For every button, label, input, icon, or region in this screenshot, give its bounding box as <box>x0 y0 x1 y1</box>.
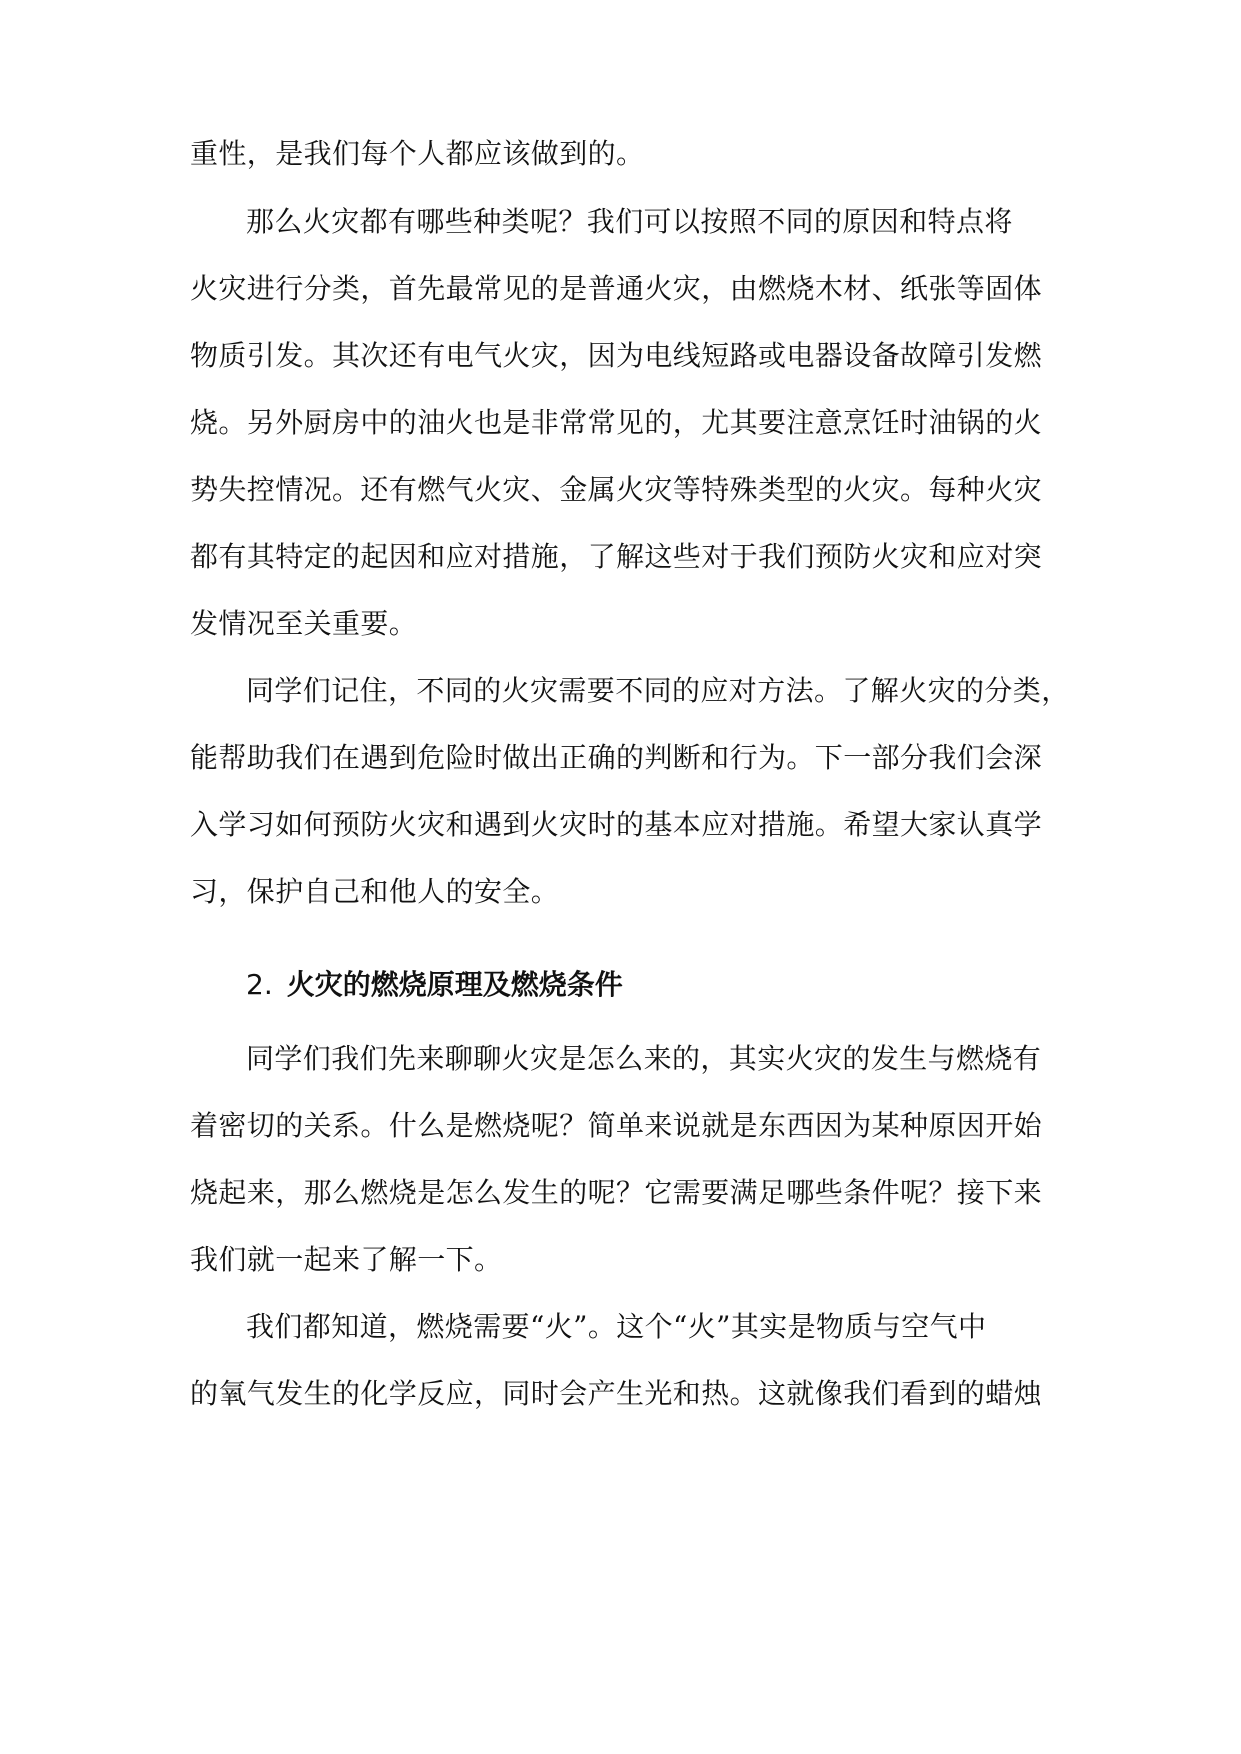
section-title: 火灾的燃烧原理及燃烧条件 <box>286 968 623 1001</box>
section-heading <box>246 965 623 1005</box>
paragraph-line: 的氧气发生的化学反应，同时会产生光和热。这就像我们看到的蜡烛 <box>190 1377 1043 1410</box>
paragraph-line: 着密切的关系。什么是燃烧呢？简单来说就是东西因为某种原因开始 <box>190 1109 1043 1142</box>
paragraph-line: 习，保护自己和他人的安全。 <box>190 875 560 908</box>
paragraph-line: 我们都知道，燃烧需要“火”。这个“火”其实是物质与空气中 <box>246 1310 987 1343</box>
paragraph-line: 都有其特定的起因和应对措施，了解这些对于我们预防火灾和应对突 <box>190 540 1043 573</box>
paragraph-line: 同学们记住，不同的火灾需要不同的应对方法。了解火灾的分类， <box>246 674 1070 707</box>
paragraph-line: 重性，是我们每个人都应该做到的。 <box>190 137 645 170</box>
paragraph-line: 势失控情况。还有燃气火灾、金属火灾等特殊类型的火灾。每种火灾 <box>190 473 1043 506</box>
paragraph-line: 能帮助我们在遇到危险时做出正确的判断和行为。下一部分我们会深 <box>190 741 1043 774</box>
paragraph-line: 烧起来，那么燃烧是怎么发生的呢？它需要满足哪些条件呢？接下来 <box>190 1176 1043 1209</box>
paragraph-line: 烧。另外厨房中的油火也是非常常见的，尤其要注意烹饪时油锅的火 <box>190 406 1043 439</box>
paragraph-line: 同学们我们先来聊聊火灾是怎么来的，其实火灾的发生与燃烧有 <box>246 1042 1042 1075</box>
paragraph-line: 物质引发。其次还有电气火灾，因为电线短路或电器设备故障引发燃 <box>190 339 1043 372</box>
paragraph-line: 那么火灾都有哪些种类呢？我们可以按照不同的原因和特点将 <box>246 205 1013 238</box>
section-number: 2. <box>246 968 273 1001</box>
paragraph-line: 我们就一起来了解一下。 <box>190 1243 503 1276</box>
paragraph-line: 入学习如何预防火灾和遇到火灾时的基本应对措施。希望大家认真学 <box>190 808 1043 841</box>
paragraph-line: 火灾进行分类，首先最常见的是普通火灾，由燃烧木材、纸张等固体 <box>190 272 1043 305</box>
paragraph-line: 发情况至关重要。 <box>190 607 418 640</box>
